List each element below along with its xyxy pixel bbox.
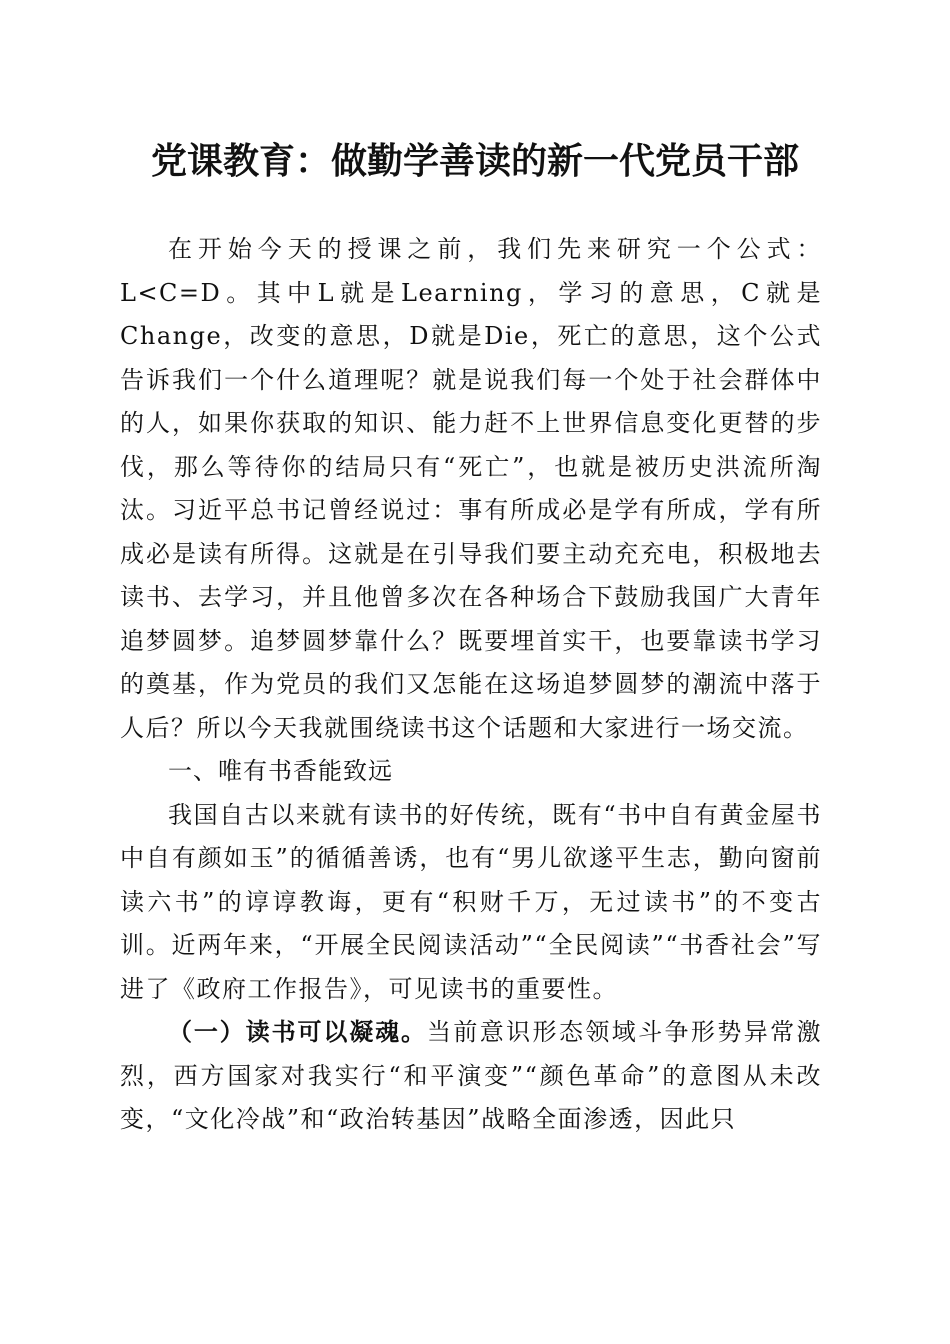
document-body xyxy=(120,228,822,1142)
section-heading-1: 一、唯有书香能致远 xyxy=(168,757,393,785)
subsection-paragraph xyxy=(120,1011,822,1142)
document-title: 党课教育：做勤学善读的新一代党员干部 xyxy=(150,140,799,182)
subsection-text: 当前意识形态领域斗争形势异常激烈，西方国家对我实行“和平演变”“颜色革命”的意图从未改变，“文化冷战”和“政治转基因”战略全面渗透，因此只 xyxy=(120,1018,823,1133)
section-1-paragraph: 我国自古以来就有读书的好传统，既有“书中自有黄金屋书中自有颜如玉”的循循善诱，也有“男儿欲遂平生志，勤向窗前读六书”的谆谆教诲，更有“积财千万，无过读书”的不变古训。近两年来，“开展全民阅读活动”“全民阅读”“书香社会”写进了《政府工作报告》，可见读书的重要性。 xyxy=(120,800,822,1003)
subsection-heading-1: （一）读书可以凝魂。 xyxy=(168,1018,427,1046)
intro-paragraph: 在开始今天的授课之前，我们先来研究一个公式：L<C=D。其中L就是Learning，学习的意思，C就是Change，改变的意思，D就是Die，死亡的意思，这个公式告诉我们一个什么道理呢？就是说我们每一个处于社会群体中的人，如果你获取的知识、能力赶不上世界信息变化更替的步伐，那么等待你的结局只有“死亡”，也就是被历史洪流所淘汰。习近平总书记曾经说过：事有所成必是学有所成，学有所成必是读有所得。这就是在引导我们要主动充充电，积极地去读书、去学习，并且他曾多次在各种场合下鼓励我国广大青年追梦圆梦。追梦圆梦靠什么？既要埋首实干，也要靠读书学习的奠基，作为党员的我们又怎能在这场追梦圆梦的潮流中落于人后？所以今天我就围绕读书这个话题和大家进行一场交流。 xyxy=(120,235,822,742)
